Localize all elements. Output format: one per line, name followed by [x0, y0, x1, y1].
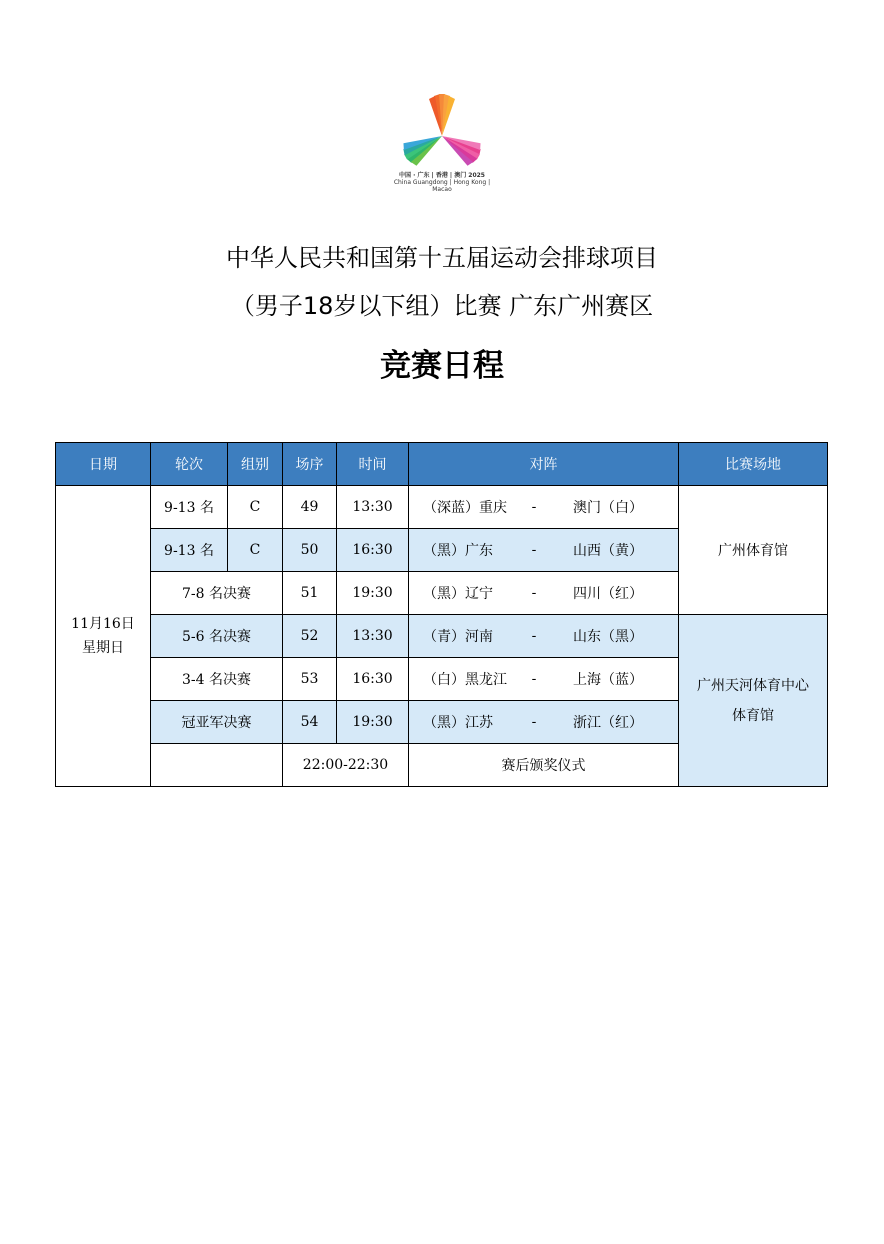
ceremony-time-cell: 22:00-22:30: [283, 744, 409, 787]
round-cell: 9-13 名: [151, 529, 228, 572]
round-cell: 7-8 名决赛: [151, 572, 283, 615]
logo-caption-line1: 中国 · 广东 | 香港 | 澳门 2025: [399, 172, 485, 179]
venue-2-line2: 体育馆: [732, 707, 774, 724]
header-round: 轮次: [151, 443, 228, 486]
table-row: [56, 486, 828, 529]
match-no-cell: 54: [283, 701, 337, 744]
vs-separator: -: [531, 714, 537, 730]
time-cell: 19:30: [337, 572, 409, 615]
logo-caption-line2: China Guangdong | Hong Kong | Macao: [393, 179, 491, 193]
round-cell: 冠亚军决赛: [151, 701, 283, 744]
group-cell: C: [228, 529, 283, 572]
match-no-cell: 52: [283, 615, 337, 658]
away-team: 浙江（红）: [573, 715, 643, 731]
away-team: 山西（黄）: [573, 543, 643, 559]
time-cell: 19:30: [337, 701, 409, 744]
venue-2-line1: 广州天河体育中心: [697, 677, 809, 694]
away-team: 四川（红）: [573, 586, 643, 602]
logo-caption: [392, 172, 492, 193]
header-group: 组别: [228, 443, 283, 486]
date-cell: [56, 486, 151, 787]
page-title-line2: （男子18岁以下组）比赛 广东广州赛区: [230, 292, 654, 320]
match-no-cell: 50: [283, 529, 337, 572]
ceremony-label-cell: 赛后颁奖仪式: [409, 744, 679, 787]
vs-separator: -: [531, 585, 537, 601]
time-cell: 16:30: [337, 658, 409, 701]
time-cell: 13:30: [337, 615, 409, 658]
matchup-cell: [409, 572, 679, 615]
vs-separator: -: [531, 628, 537, 644]
date-line2: 星期日: [82, 640, 124, 656]
table-row: [56, 615, 828, 658]
schedule-table: [55, 442, 828, 787]
matchup-cell: [409, 658, 679, 701]
page-title-line1: 中华人民共和国第十五届运动会排球项目: [226, 244, 658, 272]
page-title-main: 竞赛日程: [380, 348, 504, 384]
home-team: （青）河南: [423, 629, 493, 645]
away-team: 澳门（白）: [573, 500, 643, 516]
venue-cell-2: [679, 615, 828, 787]
round-cell: 5-6 名决赛: [151, 615, 283, 658]
away-team: 山东（黑）: [573, 629, 643, 645]
logo-petal-orange: [429, 94, 455, 136]
match-no-cell: 49: [283, 486, 337, 529]
empty-cell: [151, 744, 283, 787]
venue-cell-1: 广州体育馆: [679, 486, 828, 615]
header-matchup: 对阵: [409, 443, 679, 486]
home-team: （深蓝）重庆: [423, 500, 507, 516]
home-team: （黑）广东: [423, 543, 493, 559]
matchup-cell: [409, 615, 679, 658]
group-cell: C: [228, 486, 283, 529]
away-team: 上海（蓝）: [573, 672, 643, 688]
time-cell: 13:30: [337, 486, 409, 529]
home-team: （黑）江苏: [423, 715, 493, 731]
match-no-cell: 53: [283, 658, 337, 701]
date-line1: 11月16日: [71, 616, 135, 632]
vs-separator: -: [531, 671, 537, 687]
matchup-cell: [409, 486, 679, 529]
header-venue: 比赛场地: [679, 443, 828, 486]
round-cell: 9-13 名: [151, 486, 228, 529]
time-cell: 16:30: [337, 529, 409, 572]
round-cell: 3-4 名决赛: [151, 658, 283, 701]
matchup-cell: [409, 701, 679, 744]
home-team: （白）黑龙江: [423, 672, 507, 688]
match-no-cell: 51: [283, 572, 337, 615]
header-match-no: 场序: [283, 443, 337, 486]
home-team: （黑）辽宁: [423, 586, 493, 602]
vs-separator: -: [531, 542, 537, 558]
table-header-row: [56, 443, 828, 486]
header-time: 时间: [337, 443, 409, 486]
header-date: 日期: [56, 443, 151, 486]
vs-separator: -: [531, 499, 537, 515]
matchup-cell: [409, 529, 679, 572]
